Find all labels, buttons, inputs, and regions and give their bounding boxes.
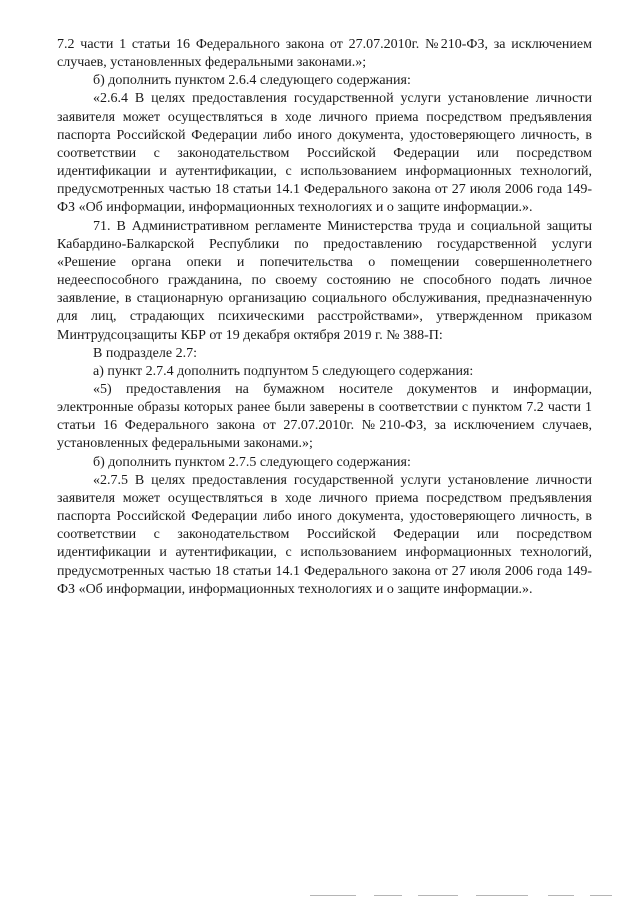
document-body <box>57 36 592 599</box>
paragraph-subsection-2-7: В подразделе 2.7: <box>93 345 197 361</box>
paragraph-item-a-2-7-4: а) пункт 2.7.4 дополнить подпунтом 5 следующего содержания: <box>93 363 474 379</box>
scan-mark <box>476 895 528 896</box>
paragraph-continuation: 7.2 части 1 статьи 16 Федерального закона от 27.07.2010г. №210-ФЗ, за исключением случаев, установленных федеральными законами.»; <box>57 37 592 71</box>
paragraph-71: 71. В Административном регламенте Министерства труда и социальной защиты Кабардино-Балкарской Республики по предоставлению государственной услуги «Решение органа опеки и попечительства о помещении совершеннолетнего недееспособного гражданина, по своему состоянию не способного подать личное заявление, в стационарную организацию социального обслуживания, предназначенную для лиц, страдающих психическими расстройствами», утвержденном приказом Минтрудсоцзащиты КБР от 19 декабря октября 2019 г. № 388-П: <box>57 218 592 343</box>
paragraph-item-b-2-6-4: б) дополнить пунктом 2.6.4 следующего содержания: <box>93 73 411 89</box>
scan-mark <box>548 895 574 896</box>
paragraph-item-b-2-7-5: б) дополнить пунктом 2.7.5 следующего содержания: <box>93 454 411 470</box>
scan-mark <box>418 895 458 896</box>
paragraph-subitem-5-text: «5) предоставления на бумажном носителе документов и информации, электронные образы которых ранее были заверены в соответствии с пунктом 7.2 части 1 статьи 16 Федерального закона от 27.07.2010г. №210-ФЗ, за исключением случаев, установленных федеральными законами.»; <box>57 381 592 452</box>
scan-mark <box>590 895 612 896</box>
paragraph-2-6-4-text: «2.6.4 В целях предоставления государственной услуги установление личности заявителя может осуществляться в ходе личного приема посредством предъявления паспорта Российской Федерации либо иного документа, удостоверяющего личность, в соответствии с законодательством Российской Федерации или посредством идентификации и аутентификации, с использованием информационных технологий, предусмотренных частью 18 статьи 14.1 Федерального закона от 27 июля 2006 года 149-ФЗ «Об информации, информационных технологиях и о защите информации.». <box>57 91 592 216</box>
paragraph-2-7-5-text: «2.7.5 В целях предоставления государственной услуги установление личности заявителя может осуществляться в ходе личного приема посредством предъявления паспорта Российской Федерации либо иного документа, удостоверяющего личность, в соответствии с законодательством Российской Федерации или посредством идентификации и аутентификации, с использованием информационных технологий, предусмотренных частью 18 статьи 14.1 Федерального закона от 27 июля 2006 года 149-ФЗ «Об информации, информационных технологиях и о защите информации.». <box>57 472 592 597</box>
scan-artifact-marks <box>300 893 620 899</box>
scan-mark <box>374 895 402 896</box>
scan-mark <box>310 895 356 896</box>
